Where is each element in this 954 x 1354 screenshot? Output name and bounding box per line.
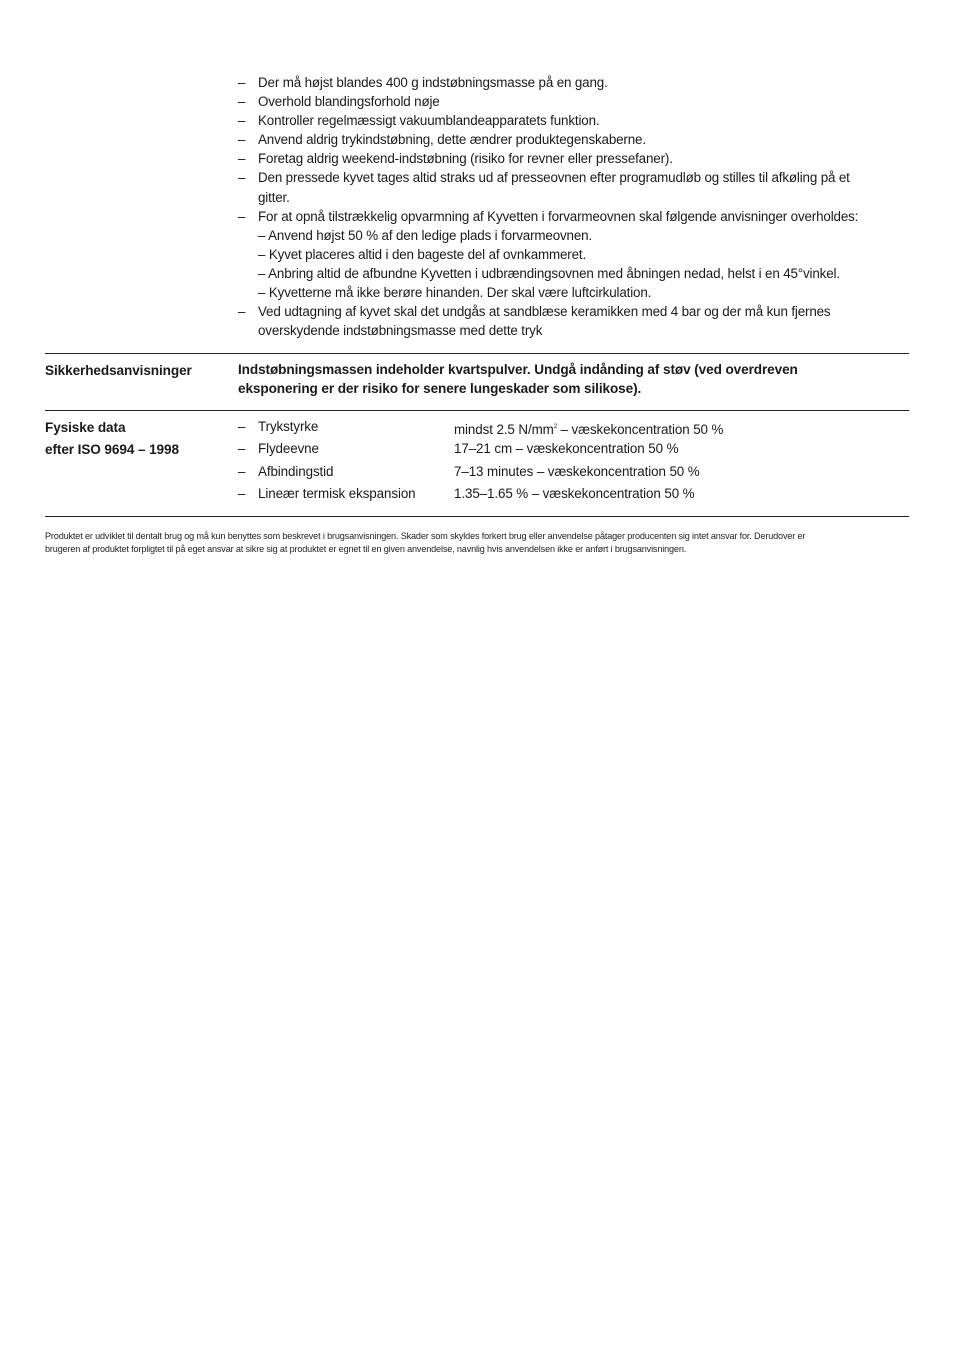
instruction-item: – Der må højst blandes 400 g indstøbningsmasse på en gang.: [238, 73, 898, 92]
instruction-list: [238, 73, 898, 340]
section-divider: [45, 516, 909, 517]
physical-data-label-line: Fysiske data: [45, 420, 126, 435]
instruction-subline: – Kyvetterne må ikke berøre hinanden. Der skal være luftcirkulation.: [258, 285, 652, 301]
property-name: Flydeevne: [258, 441, 319, 457]
physical-data-label-line: efter ISO 9694 – 1998: [45, 442, 179, 457]
instruction-item: – Overhold blandingsforhold nøje: [238, 92, 898, 111]
disclaimer-text: [45, 530, 909, 555]
physical-data-label: [45, 417, 179, 461]
table-row: – Afbindingstid 7–13 minutes – væskekoncentration 50 %: [238, 461, 898, 483]
property-value: mindst 2.5 $N/mm^2$ – væskekoncentration 50 %: [454, 422, 724, 437]
instruction-line: Kontroller regelmæssigt vakuumblandeapparatets funktion.: [258, 113, 600, 129]
section-divider: [45, 353, 909, 354]
instruction-item: – Ved udtagning af kyvet skal det undgås at sandblæse keramikken med 4 bar og der må kun fjernes overskydende indstøbningsmasse med dette tryk: [238, 302, 898, 340]
physical-data-table: [238, 416, 898, 506]
safety-text-line: eksponering er der risiko for senere lungeskader som silikose).: [238, 381, 642, 396]
instruction-subline: – Anvend højst 50 % af den ledige plads i forvarmeovnen.: [258, 227, 593, 243]
instruction-item: – Foretag aldrig weekend-indstøbning (risiko for revner eller pressefaner).: [238, 149, 898, 168]
disclaimer-line: Produktet er udviklet til dentalt brug og må kun benyttes som beskrevet i brugsanvisningen. Skader som skyldes forkert brug eller anvendelse påtager producenten sig intet ansvar for. Derudover er: [45, 531, 806, 541]
safety-text: [238, 360, 878, 398]
table-row: – Trykstyrke mindst 2.5 $N/mm^2$ – væskekoncentration 50 %: [238, 416, 898, 438]
disclaimer-line: brugeren af produktet forpligtet til på eget ansvar at sikre sig at produktet er egnet til en given anvendelse, navnlig hvis anvendelsen ikke er anført i brugsanvisningen.: [45, 543, 687, 554]
safety-label: Sikkerhedsanvisninger: [45, 363, 192, 378]
instruction-subline: – Anbring altid de afbundne Kyvetten i udbrændingsovnen med åbningen nedad, helst i en 45°vinkel.: [258, 265, 840, 281]
instruction-line: gitter.: [258, 189, 290, 205]
instruction-line: Foretag aldrig weekend-indstøbning (risiko for revner eller pressefaner).: [258, 151, 673, 167]
instruction-line: Anvend aldrig trykindstøbning, dette ændrer produktegenskaberne.: [258, 132, 646, 148]
instruction-line: Den pressede kyvet tages altid straks ud af presseovnen efter programudløb og stilles til afkøling på et: [258, 170, 850, 186]
table-row: – Lineær termisk ekspansion 1.35–1.65 % – væskekoncentration 50 %: [238, 483, 898, 505]
instruction-subline: – Kyvet placeres altid i den bageste del af ovnkammeret.: [258, 246, 587, 262]
property-value: 7–13 minutes – væskekoncentration 50 %: [454, 463, 700, 479]
section-divider: [45, 410, 909, 411]
property-name: Trykstyrke: [258, 419, 319, 434]
instruction-line: Ved udtagning af kyvet skal det undgås at sandblæse keramikken med 4 bar og der må kun fjernes: [258, 304, 831, 320]
table-row: – Flydeevne 17–21 cm – væskekoncentration 50 %: [238, 438, 898, 460]
instruction-item: – Kontroller regelmæssigt vakuumblandeapparatets funktion.: [238, 111, 898, 130]
safety-text-line: Indstøbningsmassen indeholder kvartspulver. Undgå indånding af støv (ved overdreven: [238, 362, 798, 377]
property-name: Afbindingstid: [258, 463, 334, 479]
property-value: 1.35–1.65 % – væskekoncentration 50 %: [454, 486, 695, 502]
instruction-line: Der må højst blandes 400 g indstøbningsmasse på en gang.: [258, 75, 608, 90]
instruction-line: Overhold blandingsforhold nøje: [258, 94, 440, 110]
instruction-line: For at opnå tilstrækkelig opvarmning af Kyvetten i forvarmeovnen skal følgende anvisninger overholdes:: [258, 208, 859, 224]
instruction-item: – Anvend aldrig trykindstøbning, dette ændrer produktegenskaberne.: [238, 130, 898, 149]
instruction-line: overskydende indstøbningsmasse med dette tryk: [258, 323, 543, 339]
instruction-item: – For at opnå tilstrækkelig opvarmning af Kyvetten i forvarmeovnen skal følgende anvisninger overholdes: – Anvend højst 50 % af den ledige plads i forvarmeovnen. – Kyvet placeres altid i den bageste del af ovnkammeret. – Anbring altid de afbundne Kyvetten i udbrændingsovnen med åbningen nedad, helst i en 45°vinkel. – Kyvetterne må ikke berøre hinanden. Der skal være luftcirkulation.: [238, 207, 898, 302]
property-value: 17–21 cm – væskekoncentration 50 %: [454, 441, 679, 457]
instruction-item: – Den pressede kyvet tages altid straks ud af presseovnen efter programudløb og stilles til afkøling på et gitter.: [238, 168, 898, 206]
property-name: Lineær termisk ekspansion: [258, 486, 416, 502]
